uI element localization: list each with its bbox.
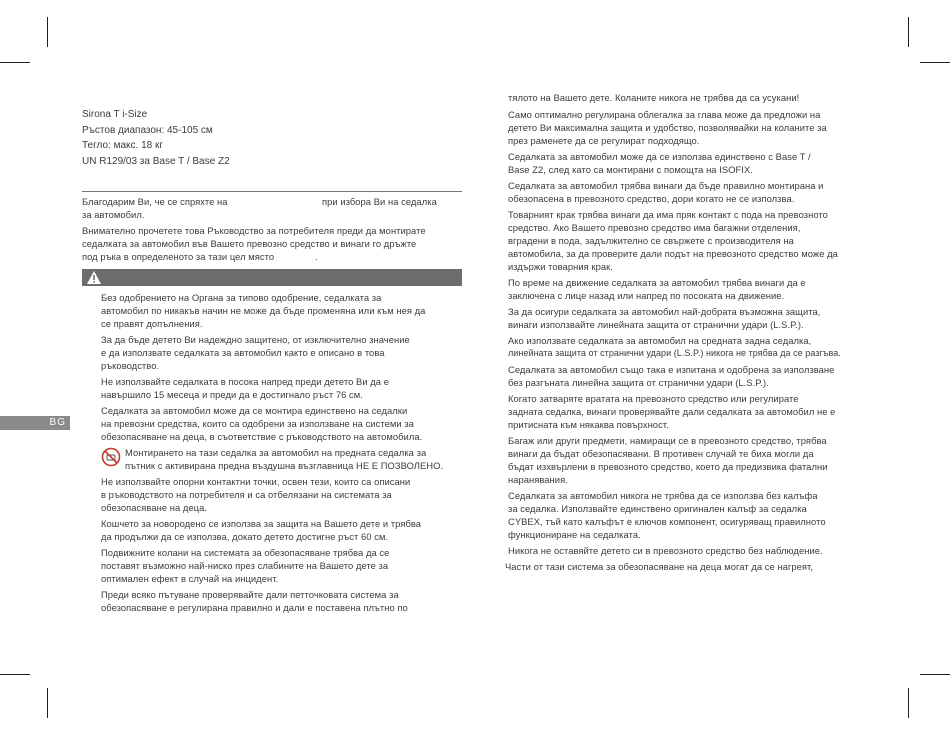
product-name: Sirona T i-Size: [82, 109, 148, 120]
warning-text: Само оптимално регулирана облегалка за глава може да предложи на: [508, 109, 821, 120]
warning-text: Подвижните колани на системата за обезопасяване трябва да се: [101, 547, 390, 558]
warning-text: заключена с лице назад или напред по посоката на движение.: [508, 290, 785, 301]
warning-text: Седалката за автомобил може да се монтира единствено на седалки: [101, 405, 408, 416]
warning-text: Никога не оставяйте детето си в превозното средство без наблюдение.: [508, 545, 823, 556]
height-range: Ръстов диапазон: 45-105 см: [82, 124, 213, 136]
section-divider: [82, 191, 462, 192]
warning-text: CYBEX, тъй като калъфът е ключов компонент, осигуряващ правилното: [508, 516, 826, 527]
warning-text: Преди всяко пътуване проверявайте дали петточковата система за: [101, 589, 399, 600]
warning-text: Кошчето за новородено се използва за защита на Вашето дете и трябва: [101, 518, 422, 529]
warning-text: в ръководството на потребителя и са отбелязани на системата за: [101, 489, 392, 500]
crop-mark: [920, 62, 950, 63]
warning-text: автомобила, за да проверите дали подът на превозното средство може да: [508, 248, 838, 259]
crop-mark: [47, 688, 48, 718]
warning-text: обезопасяване на деца, в съответствие с ръководството на автомобила.: [101, 431, 423, 442]
intro-text: под ръка в определеното за тази цел място: [82, 251, 275, 262]
warning-text: задната седалка, винаги проверявайте дали седалката за автомобил не е: [508, 406, 836, 417]
warning-text: обезопасяване на деца.: [101, 502, 208, 513]
language-code: BG: [49, 417, 66, 428]
language-tab: [0, 416, 70, 430]
warning-text: без разгъната линейна защита от странични удари (L.S.P.).: [508, 377, 769, 388]
warning-text: Не използвайте седалката в посока напред преди детето Ви да е: [101, 376, 389, 387]
warning-text: ръководство.: [101, 360, 160, 371]
intro-text: Внимателно прочетете това Ръководство за потребителя преди да монтирате: [82, 225, 426, 236]
warning-text: обезопасяване е регулирана правилно и дали е поставена плътно по: [101, 602, 408, 613]
weight-limit: Тегло: макс. 18 кг: [82, 140, 164, 151]
warning-text: тялото на Вашето дете. Коланите никога не трябва да са усукани!: [508, 92, 800, 103]
no-airbag-icon: [101, 447, 121, 467]
intro-text: .: [315, 251, 318, 262]
warning-text: Монтирането на тази седалка за автомобил на предната седалка за: [125, 447, 427, 458]
warning-header: [82, 269, 462, 286]
warning-text: обезопасена в превозното средство, дори когато не се използва.: [508, 193, 795, 204]
warning-text: да продължи да се използва, докато детето достигне ръст 60 см.: [101, 531, 389, 542]
warning-text: Седалката за автомобил никога не трябва да се използва без калъфа: [508, 490, 818, 501]
warning-text: винаги използвайте линейната защита от странични удари (L.S.P.).: [508, 319, 804, 330]
warning-text: пътник с активирана предна въздушна възглавница НЕ Е ПОЗВОЛЕНО.: [125, 460, 444, 471]
warning-text: Когато затваряте вратата на превозното средство или регулирате: [508, 393, 799, 404]
warning-text: детето Ви максимална защита и удобство, позволявайки на коланите за: [508, 122, 827, 133]
warning-text: По време на движение седалката за автомобил трябва винаги да е: [508, 277, 806, 288]
warning-text: За да осигури седалката за автомобил най-добрата възможна защита,: [508, 306, 821, 317]
warning-text: Base Z2, след като са монтирани с помощта на ISOFIX.: [508, 164, 753, 175]
warning-text: Седалката за автомобил може да се използва единствено с Base T /: [508, 151, 811, 162]
crop-mark: [0, 62, 30, 63]
warning-text: Не използвайте опорни контактни точки, освен тези, които са описани: [101, 476, 411, 487]
intro-text: Благодарим Ви, че се спряхте на: [82, 196, 228, 207]
crop-mark: [908, 17, 909, 47]
warning-text: винаги да бъдат обезопасявани. В противен случай те биха могли да: [508, 448, 814, 459]
warning-triangle-icon: [86, 270, 102, 285]
product-specs: [82, 107, 230, 169]
approval-standard: UN R129/03 за Base T / Base Z2: [82, 155, 230, 167]
warning-text: Товарният крак трябва винаги да има пряк контакт с пода на превозното: [508, 209, 828, 220]
intro-text: седалката за автомобил във Вашето превозно средство и винаги го дръжте: [82, 238, 417, 249]
warning-text: За да бъде детето Ви надеждно защитено, от изключително значение: [101, 334, 410, 345]
warning-text: Багаж или други предмети, намиращи се в превозното средство, трябва: [508, 435, 827, 446]
warning-text: бъдат изхвърлени в превозното средство, което да предизвика фатални: [508, 461, 828, 472]
crop-mark: [0, 674, 30, 675]
warning-text: навършило 15 месеца и преди да е достигнало ръст 76 см.: [101, 389, 363, 400]
warning-text: е да използвате седалката за автомобил както е описано в това: [101, 347, 385, 358]
warning-text: автомобил по никакъв начин не може да бъде променяна или към нея да: [101, 305, 426, 316]
warning-text: поставят възможно най-ниско през слабините на Вашето дете за: [101, 560, 389, 571]
warning-text: средство. Ако Вашето превозно средство има багажни отделения,: [508, 222, 801, 233]
warning-text: вградени в пода, задължително се свържете с производителя на: [508, 235, 794, 246]
warning-text: Без одобрението на Органа за типово одобрение, седалката за: [101, 292, 382, 303]
warning-text: се правят допълнения.: [101, 318, 203, 329]
warning-text: Седалката за автомобил също така е изпитана и одобрена за използване: [508, 364, 835, 375]
warning-text: притисната към някаква повърхност.: [508, 419, 669, 430]
warning-text: Части от тази система за обезопасяване на деца могат да се нагреят,: [505, 561, 814, 572]
warning-text: линейната защита от странични удари (L.S.P.) никога не трябва да се разгъва.: [508, 348, 841, 358]
warning-text: функциониране на седалката.: [508, 529, 641, 540]
warning-text: за седалка. Използвайте единствено оригинален калъф за седалка: [508, 503, 807, 514]
warning-text: оптимален ефект в случай на инцидент.: [101, 573, 279, 584]
crop-mark: [920, 674, 950, 675]
intro-text: за автомобил.: [82, 209, 145, 220]
warning-text: през раменете да се регулират подходящо.: [508, 135, 700, 146]
warning-text: Седалката за автомобил трябва винаги да бъде правилно монтирана и: [508, 180, 824, 191]
intro-text: при избора Ви на седалка: [322, 196, 437, 207]
crop-mark: [47, 17, 48, 47]
warning-text: на превозни средства, които са одобрени за използване на системи за: [101, 418, 414, 429]
warning-text: Ако използвате седалката за автомобил на средната задна седалка,: [508, 335, 812, 346]
warning-text: издържи товарния крак.: [508, 261, 613, 272]
warning-text: наранявания.: [508, 474, 568, 485]
crop-mark: [908, 688, 909, 718]
